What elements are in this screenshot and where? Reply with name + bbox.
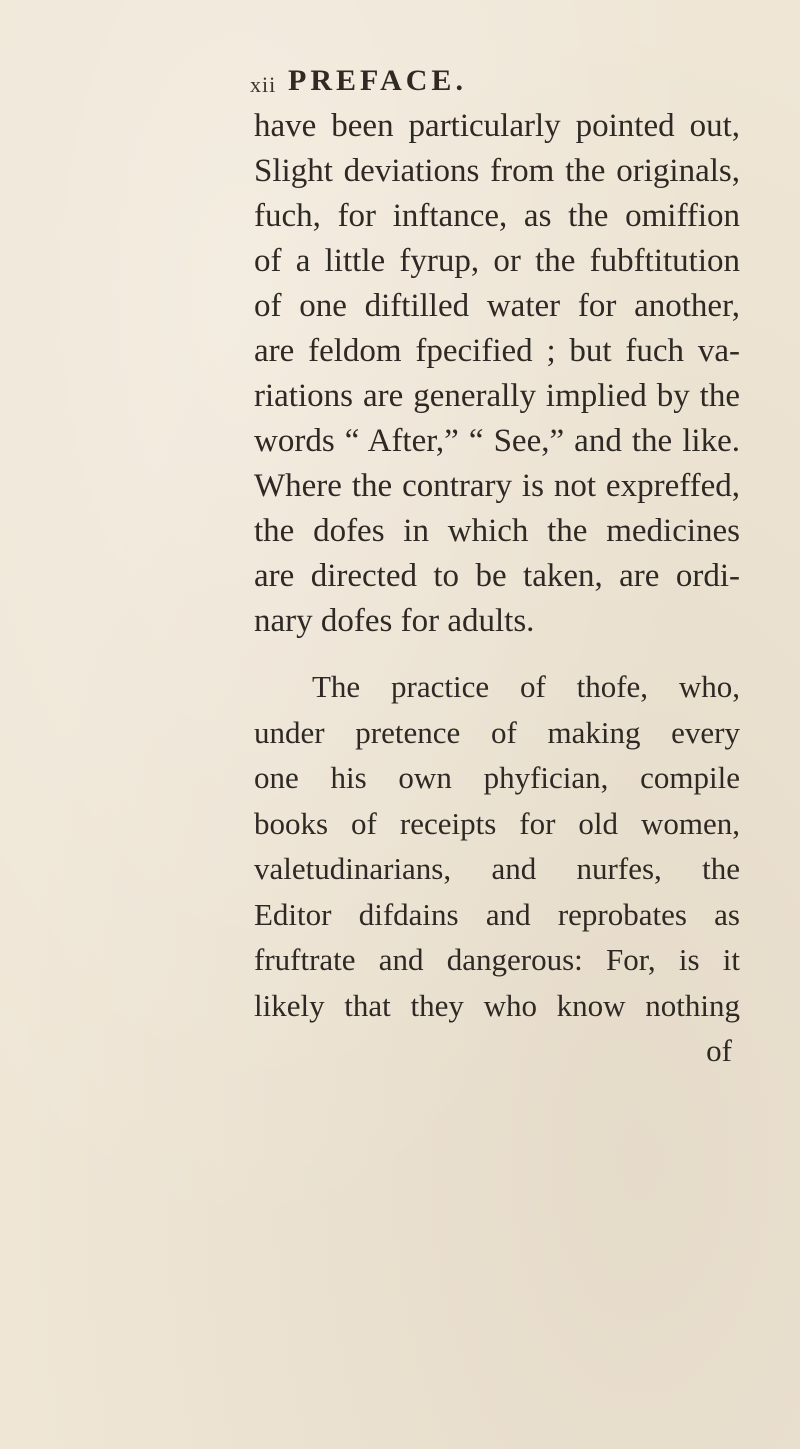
paragraph-1 [254,104,740,644]
text-line: the dofes in which the medicines [254,513,740,549]
text-line: are feldom fpecified ; but fuch va- [254,333,740,369]
running-head [288,64,467,104]
body-text [254,104,740,1074]
text-line: nary dofes for adults. [254,603,535,639]
running-head-title: PREFACE. [288,64,467,97]
text-line: of a little fyrup, or the fubftitution [254,243,740,279]
text-line: under pretence of making every [254,714,740,750]
text-line: Editor difdains and reprobates as [254,896,740,932]
text-line: The practice of thofe, who, [312,669,740,704]
text-line: Slight deviations from the originals, [254,153,740,189]
text-line: likely that they who know nothing [254,987,740,1023]
text-line: fuch, for inftance, as the omiffion [254,198,740,234]
text-line: valetudinarians, and nurfes, the [254,851,740,886]
text-line: of one diftilled water for another, [254,288,740,324]
text-line: books of receipts for old women, [254,805,740,841]
text-line: words “ After,” “ See,” and the like. [254,423,740,459]
catchword: of [706,1033,732,1068]
text-line: are directed to be taken, are ordi- [254,558,740,594]
paragraph-2 [254,664,740,1074]
text-line: one his own phyfician, compile [254,760,740,795]
text-line: Where the contrary is not expreffed, [254,468,740,504]
text-line: fruftrate and dangerous: For, is it [254,942,740,977]
text-line: riations are generally implied by the [254,378,740,414]
text-line: have been particularly pointed out, [254,108,740,144]
page-number: xii [250,72,277,97]
